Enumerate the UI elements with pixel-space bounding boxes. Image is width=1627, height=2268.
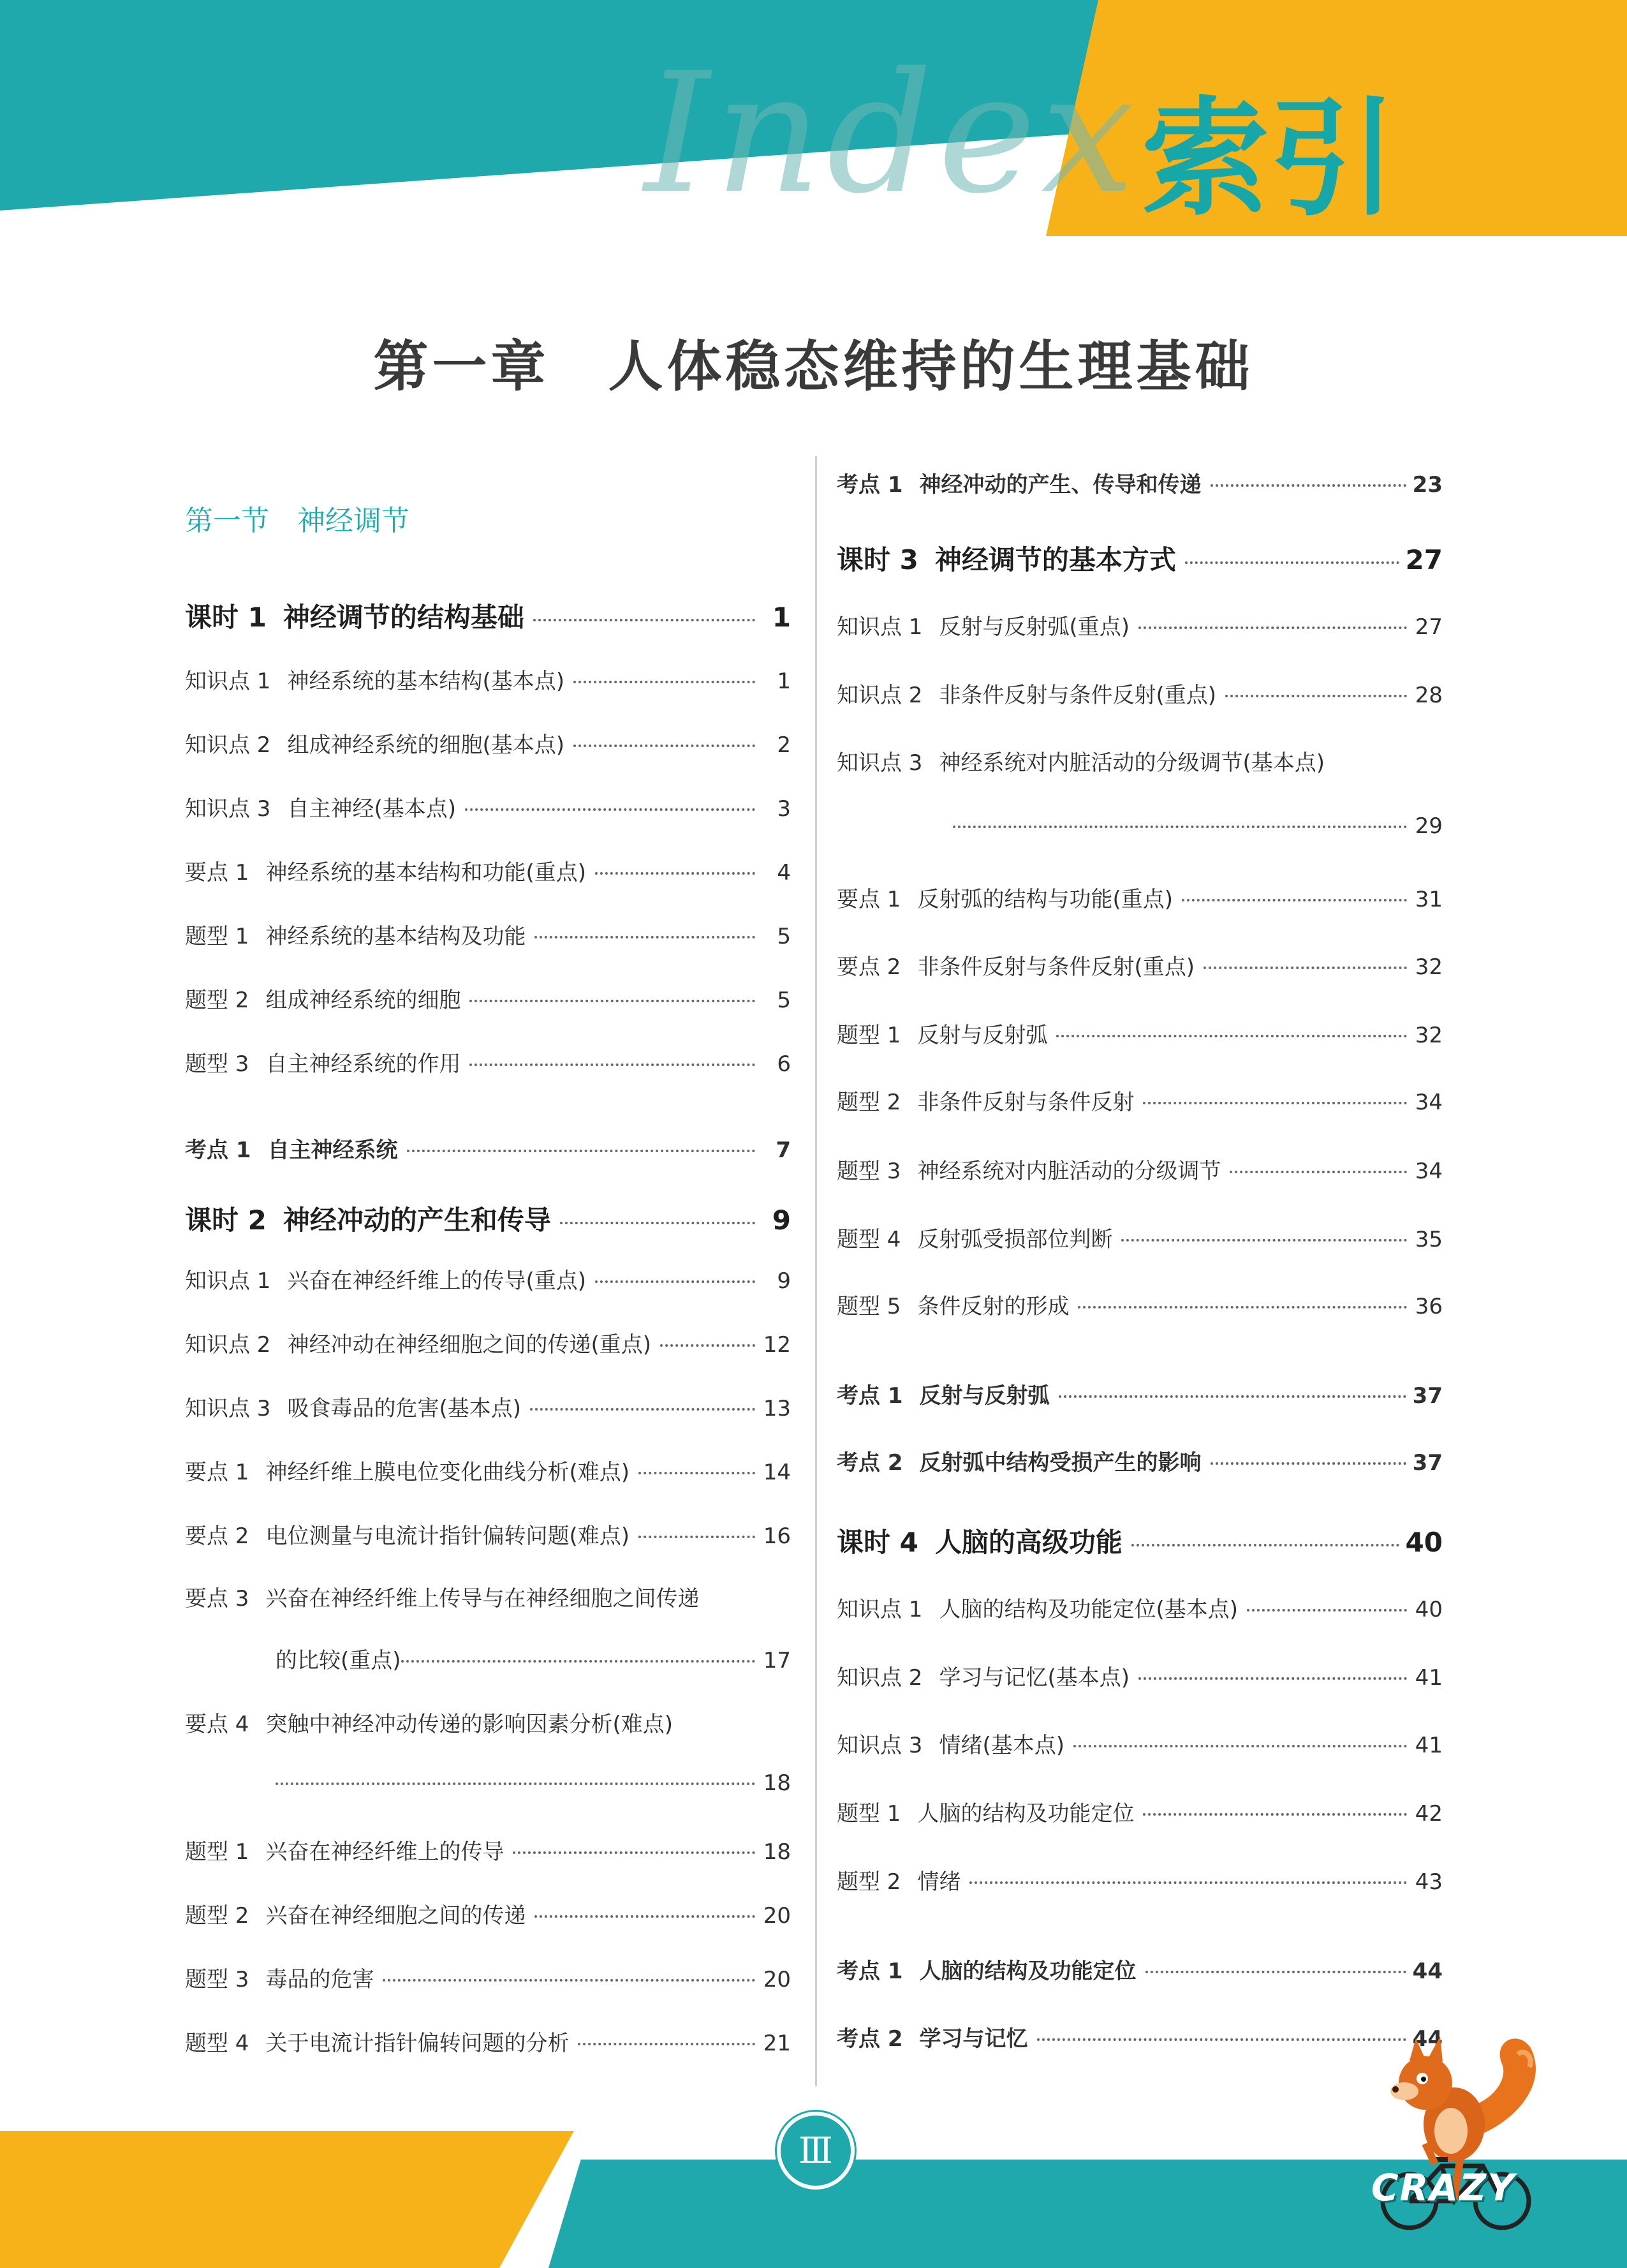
toc-entry-title: 反射弧的结构与功能(重点) [917,887,1173,912]
toc-entry-title: 学习与记忆(基本点) [939,1665,1130,1691]
toc-entry-tag: 考点 1 [185,1138,251,1163]
toc-entry [185,1327,791,1358]
toc-entry [837,1222,1443,1250]
mascot-label: CRAZY [1371,2166,1516,2209]
toc-entry-tag: 考点 1 [837,1959,903,1984]
toc-entry-tag: 知识点 1 [185,669,271,694]
toc-entry-tag: 题型 3 [185,1967,249,1992]
toc-entry-tag: 考点 2 [837,2026,903,2052]
toc-entry-tag: 知识点 3 [185,796,271,822]
toc-entry-tag: 知识点 2 [837,1665,923,1691]
toc-entry-title: 人脑的结构及功能定位(基本点) [939,1597,1238,1622]
toc-entry-tag: 知识点 1 [185,1268,271,1294]
toc-entry-tag: 题型 4 [185,2031,249,2056]
toc-entry-tag: 题型 3 [837,1159,901,1184]
toc-page-number: 5 [777,924,791,949]
toc-leader-dots [1037,2038,1406,2041]
toc-entry-title: 神经调节的基本方式 [934,544,1176,575]
toc-entry-tag: 题型 4 [837,1227,901,1252]
toc-page-number: 20 [763,1967,791,1992]
toc-entry-title: 毒品的危害 [265,1967,374,1992]
toc-page-number: 42 [1415,1801,1443,1827]
toc-page-number: 34 [1415,1159,1443,1184]
toc-page-number: 37 [1412,1383,1443,1409]
toc-entry-tag: 知识点 2 [185,1332,271,1358]
toc-entry-title: 情绪 [917,1869,961,1895]
toc-entry [837,1660,1443,1691]
toc-entry-title: 突触中神经冲动传递的影响因素分析(难点) [265,1712,673,1737]
toc-page-number: 9 [777,1268,791,1294]
toc-entry [837,1592,1443,1620]
toc-entry-title: 非条件反射与条件反射 [917,1090,1135,1115]
toc-page-number: 1 [772,602,791,633]
toc-entry-tag: 考点 1 [837,1383,903,1409]
toc-entry-title: 关于电流计指针偏转问题的分析 [265,2031,570,2056]
toc-entry-title: 神经纤维上膜电位变化曲线分析(难点) [265,1460,629,1485]
toc-entry-title: 非条件反射与条件反射(重点) [917,954,1195,980]
toc-exam-entry [837,1378,1443,1409]
toc-entry-tag: 知识点 2 [837,683,923,708]
toc-lesson-entry [837,1522,1443,1558]
toc-page-number: 2 [777,732,791,758]
toc-page-number: 27 [1405,544,1443,575]
toc-entry [185,1518,791,1549]
toc-entry-tag: 知识点 3 [837,1733,923,1758]
toc-exam-entry [185,1132,791,1163]
toc-leader-dots [1138,626,1407,629]
toc-entry-title: 反射弧中结构受损产生的影响 [919,1450,1202,1476]
toc-entry [837,1085,1443,1113]
toc-entry-tag: 题型 2 [837,1090,901,1115]
toc-entry [837,1018,1443,1046]
toc-entry-tag: 要点 1 [185,1460,249,1485]
index-title: 索引 [1142,85,1397,233]
toc-exam-entry [837,1953,1443,1982]
toc-entry-title: 神经调节的结构基础 [283,602,524,633]
toc-entry-title: 神经系统的基本结构(基本点) [287,669,564,694]
toc-entry [185,727,791,758]
toc-entry-tag: 课时 2 [185,1204,267,1236]
toc-entry-tag: 要点 4 [185,1712,249,1737]
toc-entry-title: 组成神经系统的细胞 [265,988,461,1013]
toc-leader-dots [1078,1306,1407,1308]
toc-entry-tag: 题型 1 [837,1023,901,1048]
toc-entry [185,1455,791,1483]
toc-page-number: 32 [1415,954,1443,980]
toc-entry-tag: 题型 2 [185,1903,249,1929]
toc-entry-tag: 题型 2 [185,988,249,1013]
toc-entry-title: 组成神经系统的细胞(基本点) [287,732,564,758]
toc-page-number: 43 [1415,1869,1443,1895]
toc-page-number: 36 [1415,1294,1443,1319]
toc-entry-title: 神经冲动的产生、传导和传递 [919,472,1202,498]
toc-entry [276,1770,791,1798]
toc-entry-tag: 题型 3 [185,1051,249,1077]
toc-entry [185,1834,791,1865]
toc-page-number: 4 [777,860,791,886]
toc-entry [185,1581,791,1612]
toc-entry [185,663,791,692]
toc-leader-dots [595,872,755,875]
toc-leader-dots [573,745,755,747]
toc-leader-dots [953,826,1407,828]
toc-leader-dots [969,1881,1407,1884]
toc-leader-dots [638,1536,755,1538]
toc-entry-tag: 知识点 1 [837,614,923,640]
toc-page-number: 37 [1412,1450,1443,1476]
toc-page-number: 31 [1415,887,1443,912]
toc-leader-dots [533,619,755,621]
toc-lesson-entry [185,1199,791,1236]
toc-leader-dots [465,808,755,811]
toc-entry-title: 自主神经系统 [267,1138,398,1163]
toc-exam-entry [837,467,1443,498]
toc-leader-dots [1056,1035,1407,1037]
toc-entry [185,1898,791,1929]
toc-entry-title: 吸食毒品的危害(基本点) [287,1396,521,1421]
toc-leader-dots [1059,1395,1406,1398]
toc-page-number: 44 [1412,2026,1443,2052]
toc-entry-title: 自主神经系统的作用 [265,1051,461,1077]
toc-entry-title: 神经系统对内脏活动的分级调节(基本点) [939,750,1325,776]
toc-entry-title: 条件反射的形成 [917,1294,1070,1319]
toc-entry-tag: 要点 3 [185,1586,249,1612]
toc-entry-title: 兴奋在神经纤维上的传导(重点) [287,1268,586,1294]
toc-leader-dots [469,1000,755,1002]
toc-entry-tag: 知识点 3 [185,1396,271,1421]
toc-entry-tag: 题型 5 [837,1294,901,1319]
toc-entry-tag: 考点 2 [837,1450,903,1476]
toc-entry [185,2026,791,2054]
toc-entry-tag: 课时 4 [837,1527,918,1558]
toc-entry-title: 自主神经(基本点) [287,796,456,822]
toc-entry-tag: 知识点 2 [185,732,271,758]
toc-entry-title: 人脑的结构及功能定位 [919,1959,1137,1984]
toc-leader-dots [1143,1813,1407,1816]
toc-entry [185,1046,791,1077]
toc-leader-dots [401,1660,755,1663]
toc-lesson-entry [837,539,1443,575]
toc-leader-dots [578,2043,755,2045]
toc-entry-title: 反射与反射弧 [917,1023,1048,1048]
toc-page-number: 40 [1415,1597,1443,1622]
chapter-title: 第一章 人体稳态维持的生理基础 [373,334,1254,399]
toc-page-number: 32 [1415,1023,1443,1048]
toc-entry [185,855,791,886]
toc-entry [837,745,1443,776]
toc-entry [185,1707,791,1735]
footer-yellow-band [0,2131,574,2268]
toc-page-number: 13 [763,1396,791,1421]
toc-entry [185,1391,791,1419]
toc-entry-title: 兴奋在神经纤维上传导与在神经细胞之间传递 [265,1586,700,1612]
toc-leader-dots [1182,899,1407,901]
toc-entry [837,1728,1443,1756]
toc-page-number: 20 [763,1903,791,1929]
toc-leader-dots [1185,561,1399,564]
toc-entry-tag: 要点 2 [837,954,901,980]
toc-leader-dots [1230,1171,1407,1173]
toc-leader-dots [1204,967,1407,969]
toc-page-number: 17 [763,1648,791,1673]
toc-entry [837,1864,1443,1895]
toc-page-number: 12 [763,1332,791,1358]
toc-leader-dots [407,1150,756,1152]
toc-entry-title: 兴奋在神经纤维上的传导 [265,1839,504,1865]
toc-leader-dots [1143,1102,1407,1104]
toc-leader-dots [1247,1609,1407,1612]
toc-leader-dots [513,1851,755,1854]
toc-page-number: 44 [1412,1959,1443,1984]
toc-page-number: 6 [777,1051,791,1077]
toc-entry-title: 反射弧受损部位判断 [917,1227,1113,1252]
toc-leader-dots [1211,1462,1406,1465]
toc-entry [185,791,791,822]
toc-entry-tag: 题型 1 [185,924,249,949]
toc-leader-dots [1121,1239,1407,1241]
toc-entry [837,678,1443,706]
toc-entry [837,1289,1443,1317]
toc-entry [837,1796,1443,1827]
toc-entry-tag: 题型 1 [185,1839,249,1865]
toc-page-number: 35 [1415,1227,1443,1252]
toc-page-number: 34 [1415,1090,1443,1115]
toc-exam-entry [837,1445,1443,1476]
toc-page-number: 3 [777,796,791,822]
toc-entry [276,1643,791,1671]
toc-entry-tag: 要点 2 [185,1523,249,1549]
page-number-badge: Ⅲ [777,2112,855,2190]
toc-leader-dots [595,1280,755,1283]
toc-entry-title: 反射与反射弧 [919,1383,1050,1409]
toc-entry-tag: 题型 1 [837,1801,901,1827]
toc-leader-dots [530,1408,755,1411]
toc-entry-title: 人脑的高级功能 [934,1527,1123,1558]
column-divider [815,456,817,2086]
toc-page-number: 1 [777,669,791,694]
toc-page-number: 7 [776,1138,791,1163]
toc-entry-tag: 知识点 1 [837,1597,923,1622]
toc-entry [185,919,791,947]
toc-entry-tag: 题型 2 [837,1869,901,1895]
toc-page-number: 28 [1415,683,1443,708]
toc-entry-title: 的比较(重点) [276,1648,401,1673]
toc-page-number: 9 [772,1204,791,1236]
toc-entry-tag: 要点 1 [837,887,901,912]
toc-exam-entry [837,2021,1443,2052]
toc-entry-title: 人脑的结构及功能定位 [917,1801,1135,1827]
toc-page-number: 18 [763,1770,791,1796]
toc-leader-dots [469,1064,755,1066]
toc-leader-dots [1138,1677,1407,1680]
toc-entry [185,982,791,1011]
toc-page-number: 40 [1405,1527,1443,1558]
toc-leader-dots [1211,484,1406,487]
toc-entry-tag: 课时 3 [837,544,918,575]
toc-page-number: 21 [763,2031,791,2056]
toc-entry-title: 神经系统的基本结构及功能 [265,924,526,949]
toc-page-number: 14 [763,1460,791,1485]
toc-entry-title: 神经冲动在神经细胞之间的传递(重点) [287,1332,651,1358]
toc-leader-dots [1073,1745,1407,1747]
index-watermark: Index [644,38,1140,230]
toc-entry-tag: 要点 1 [185,860,249,886]
toc-entry [837,1153,1443,1182]
toc-entry [185,1962,791,1990]
toc-entry-tag: 考点 1 [837,472,903,498]
toc-page-number: 16 [763,1523,791,1549]
toc-entry-title: 神经系统对内脏活动的分级调节 [917,1159,1221,1184]
toc-leader-dots [660,1344,755,1347]
toc-leader-dots [560,1222,755,1224]
toc-leader-dots [573,681,755,683]
toc-entry-tag: 知识点 3 [837,750,923,776]
toc-lesson-entry [185,597,791,633]
toc-page-number: 18 [763,1839,791,1865]
toc-entry-title: 电位测量与电流计指针偏转问题(难点) [265,1523,629,1549]
toc-page-number: 29 [1415,813,1443,839]
toc-leader-dots [1145,1971,1406,1973]
toc-leader-dots [276,1783,755,1785]
toc-entry-title: 神经系统的基本结构和功能(重点) [265,860,586,886]
toc-entry-title: 情绪(基本点) [939,1733,1064,1758]
toc-leader-dots [534,936,755,938]
toc-page-number: 23 [1412,472,1443,498]
toc-entry-title: 反射与反射弧(重点) [939,614,1130,640]
toc-page-number: 27 [1415,614,1443,640]
toc-leader-dots [1225,695,1407,697]
toc-entry [837,609,1443,640]
toc-leader-dots [1131,1544,1399,1546]
toc-leader-dots [638,1472,755,1474]
toc-page-number: 41 [1415,1665,1443,1691]
toc-leader-dots [534,1915,755,1918]
toc-entry [953,813,1443,841]
toc-page-number: 41 [1415,1733,1443,1758]
toc-entry-title: 神经冲动的产生和传导 [283,1204,551,1236]
toc-entry-title: 兴奋在神经细胞之间的传递 [265,1903,526,1929]
toc-leader-dots [383,1979,755,1982]
toc-entry-title: 学习与记忆 [919,2026,1028,2052]
toc-entry [837,882,1443,910]
toc-page-number: 5 [777,988,791,1013]
toc-entry-tag: 课时 1 [185,602,267,633]
toc-entry-title: 非条件反射与条件反射(重点) [939,683,1216,708]
section-title: 第一节 神经调节 [185,505,409,537]
toc-entry [185,1263,791,1294]
toc-entry [837,949,1443,980]
